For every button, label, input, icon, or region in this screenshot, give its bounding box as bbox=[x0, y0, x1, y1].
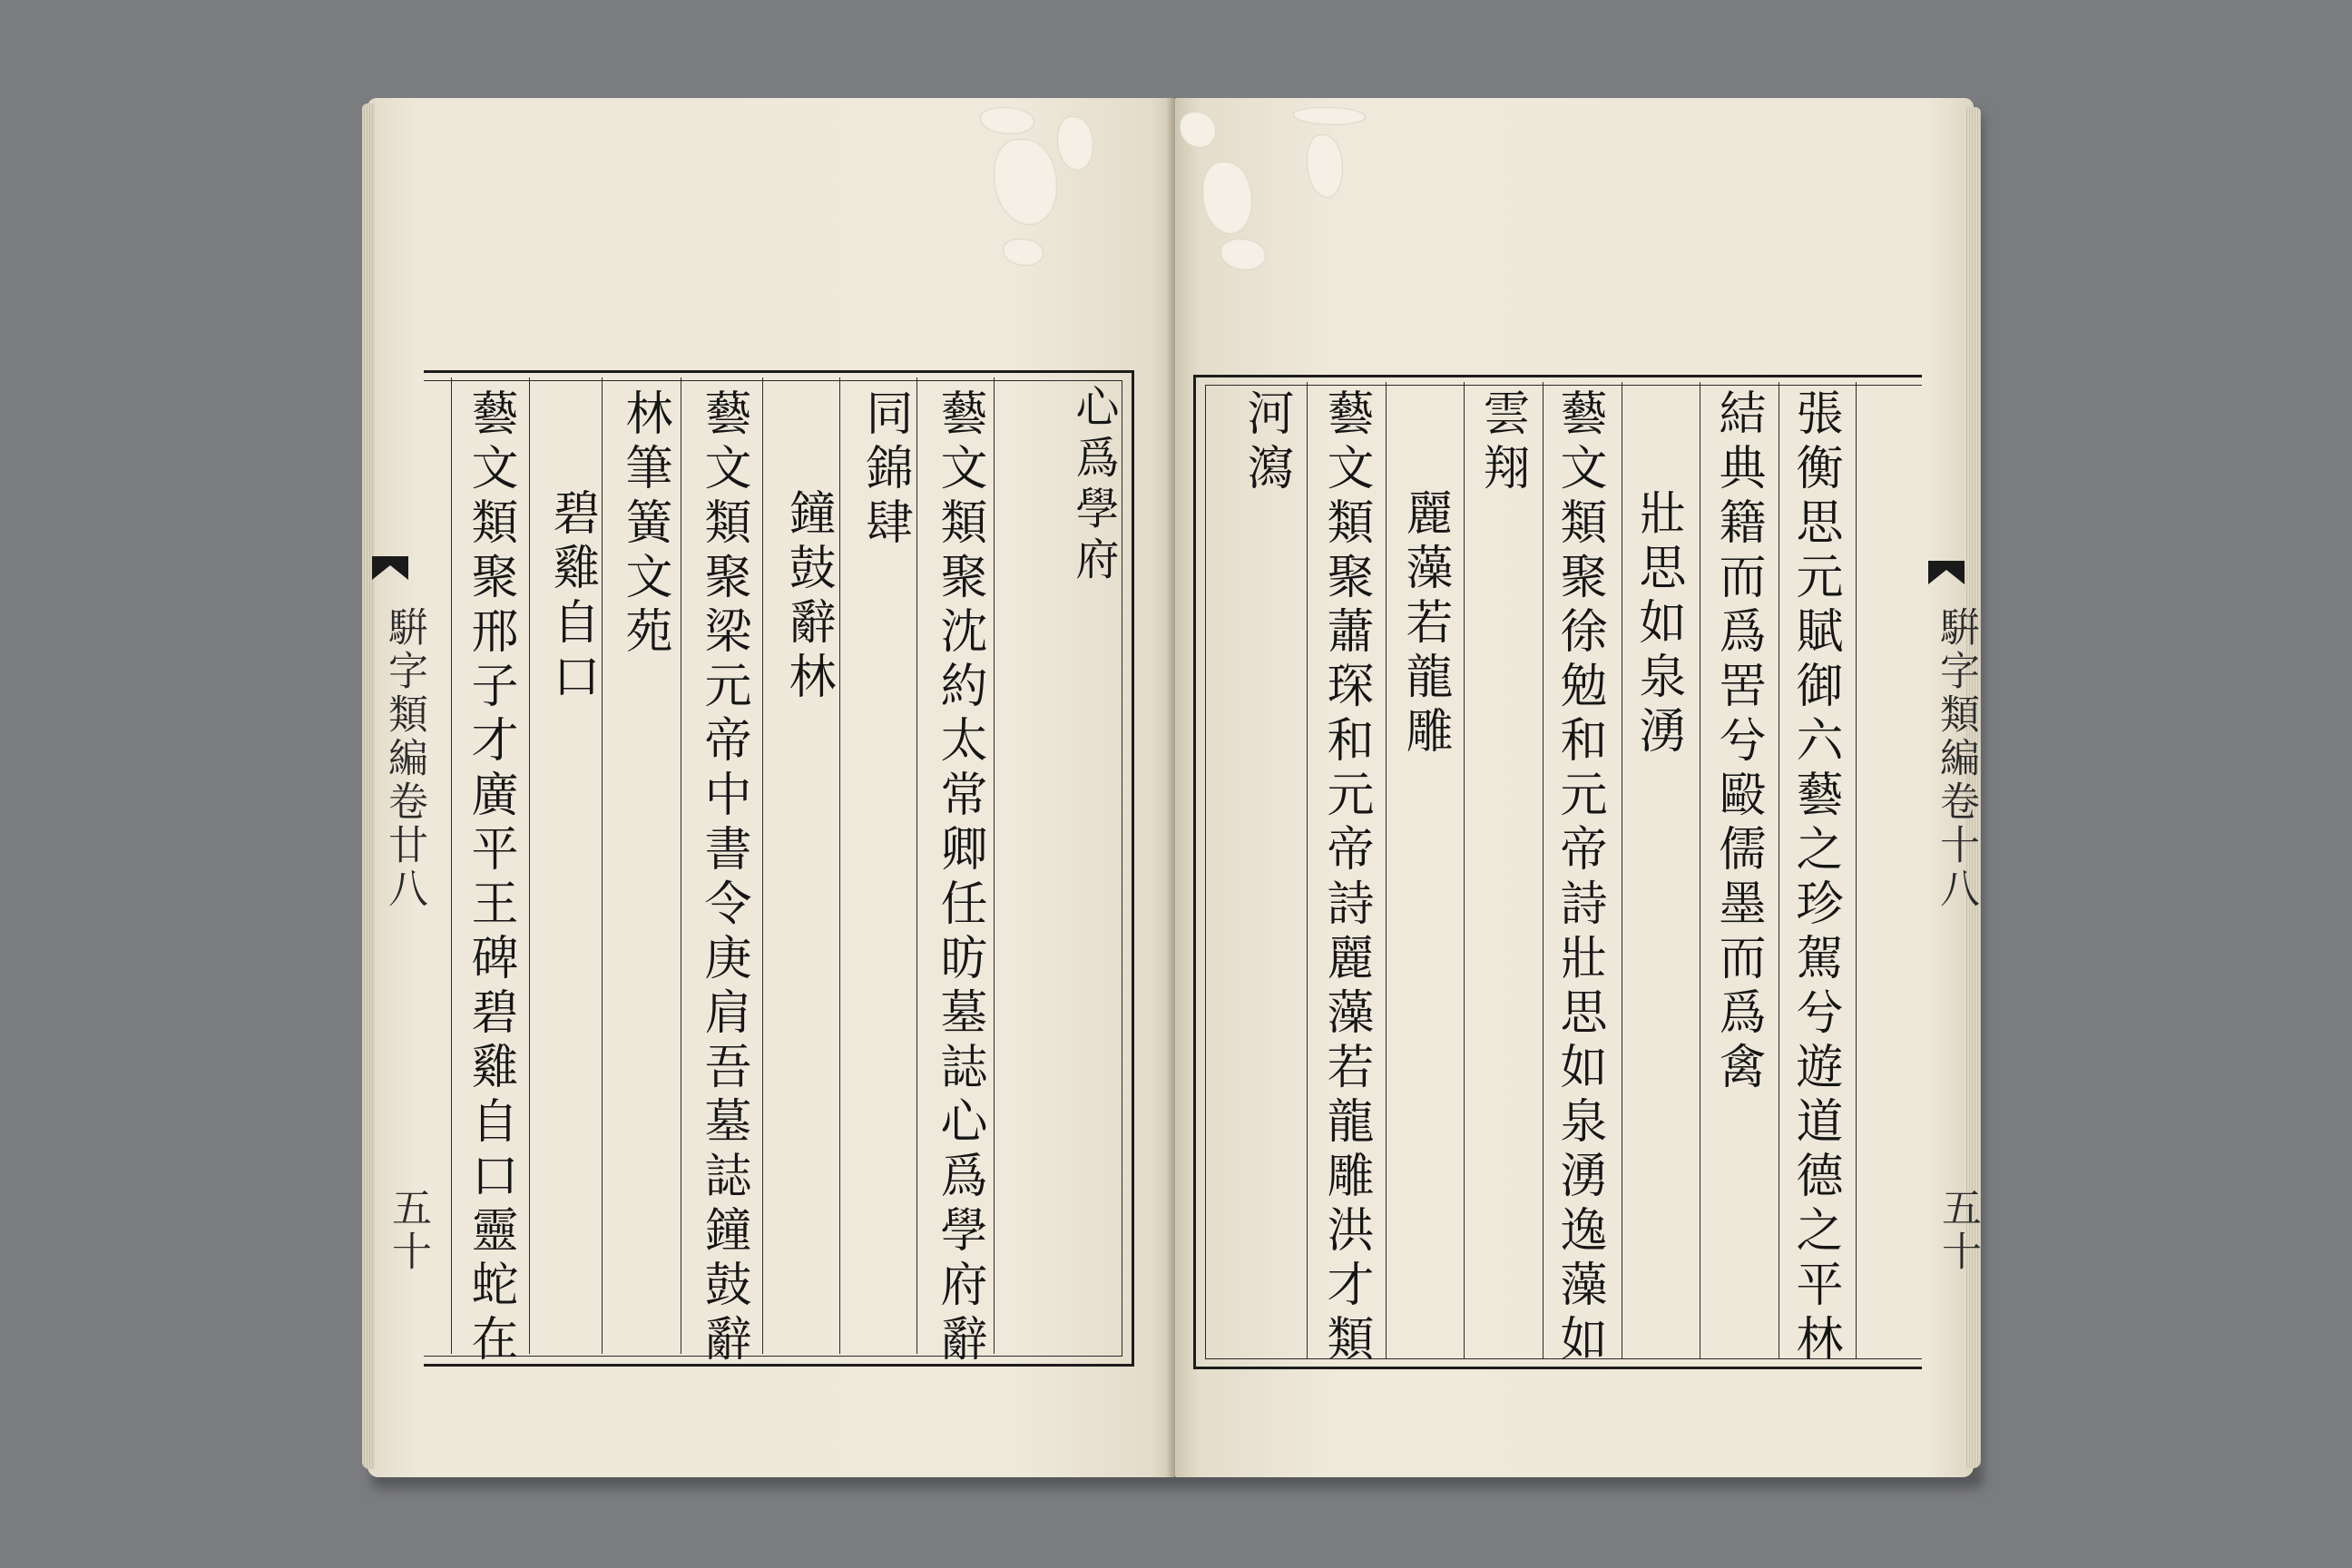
text-column: 藝文類聚邢子才廣平王碑碧雞自口靈蛇在 bbox=[463, 388, 517, 1368]
text-column: 雲翔 bbox=[1475, 388, 1529, 497]
column-rule bbox=[529, 377, 530, 1354]
column-rule bbox=[1307, 382, 1308, 1358]
text-column: 藝文類聚沈約太常卿任昉墓誌心爲學府辭 bbox=[932, 388, 986, 1368]
text-column: 麗藻若龍雕 bbox=[1397, 488, 1452, 760]
left-page bbox=[368, 98, 1175, 1477]
text-column: 同錦肆 bbox=[858, 388, 912, 552]
column-rule bbox=[1856, 382, 1857, 1358]
margin-title: 騈字類編卷十八 bbox=[1933, 606, 1979, 911]
wormhole-damage bbox=[994, 139, 1057, 225]
right-page bbox=[1175, 98, 1981, 1477]
wormhole-damage bbox=[1220, 239, 1266, 270]
page-edges bbox=[362, 103, 375, 1469]
wormhole-damage bbox=[1057, 116, 1093, 171]
column-rule bbox=[1543, 382, 1544, 1358]
left-text-frame bbox=[424, 370, 1134, 1367]
text-column: 鐘鼓辭林 bbox=[780, 488, 835, 706]
text-column: 壯思如泉湧 bbox=[1631, 488, 1685, 760]
text-column: 張衡思元賦御六藝之珍駕兮遊道德之平林 bbox=[1788, 388, 1842, 1368]
wormhole-damage bbox=[980, 107, 1034, 134]
text-column: 藝文類聚徐勉和元帝詩壯思如泉湧逸藻如 bbox=[1552, 388, 1606, 1368]
fishtail-mark bbox=[1928, 561, 1965, 584]
column-rule bbox=[916, 377, 917, 1354]
column-rule bbox=[1464, 382, 1465, 1358]
wormhole-damage bbox=[1307, 134, 1343, 198]
text-column: 藝文類聚梁元帝中書令庚肩吾墓誌鐘鼓辭 bbox=[696, 388, 750, 1368]
column-rule bbox=[994, 377, 995, 1354]
text-column: 林筆簧文苑 bbox=[617, 388, 671, 661]
column-rule bbox=[839, 377, 840, 1354]
column-rule bbox=[602, 377, 603, 1354]
text-column: 碧雞自口 bbox=[544, 488, 599, 706]
margin-title: 騈字類編卷廿八 bbox=[381, 606, 427, 911]
column-rule bbox=[451, 377, 452, 1354]
column-rule bbox=[762, 377, 763, 1354]
wormhole-damage bbox=[1003, 239, 1044, 266]
wormhole-damage bbox=[1202, 162, 1252, 234]
text-column: 河瀉 bbox=[1239, 388, 1293, 497]
folio-number: 五十 bbox=[1935, 1187, 1981, 1274]
column-rule bbox=[1386, 382, 1387, 1358]
text-column: 心爲學府 bbox=[1068, 384, 1119, 587]
folio-number: 五十 bbox=[385, 1187, 431, 1274]
wormhole-damage bbox=[1180, 112, 1216, 148]
open-book bbox=[368, 98, 1981, 1477]
text-column: 結典籍而爲罟兮毆儒墨而爲禽 bbox=[1710, 388, 1765, 1096]
wormhole-damage bbox=[1293, 107, 1366, 125]
text-column: 藝文類聚蕭琛和元帝詩麗藻若龍雕洪才類 bbox=[1318, 388, 1373, 1368]
fishtail-mark bbox=[372, 556, 408, 580]
